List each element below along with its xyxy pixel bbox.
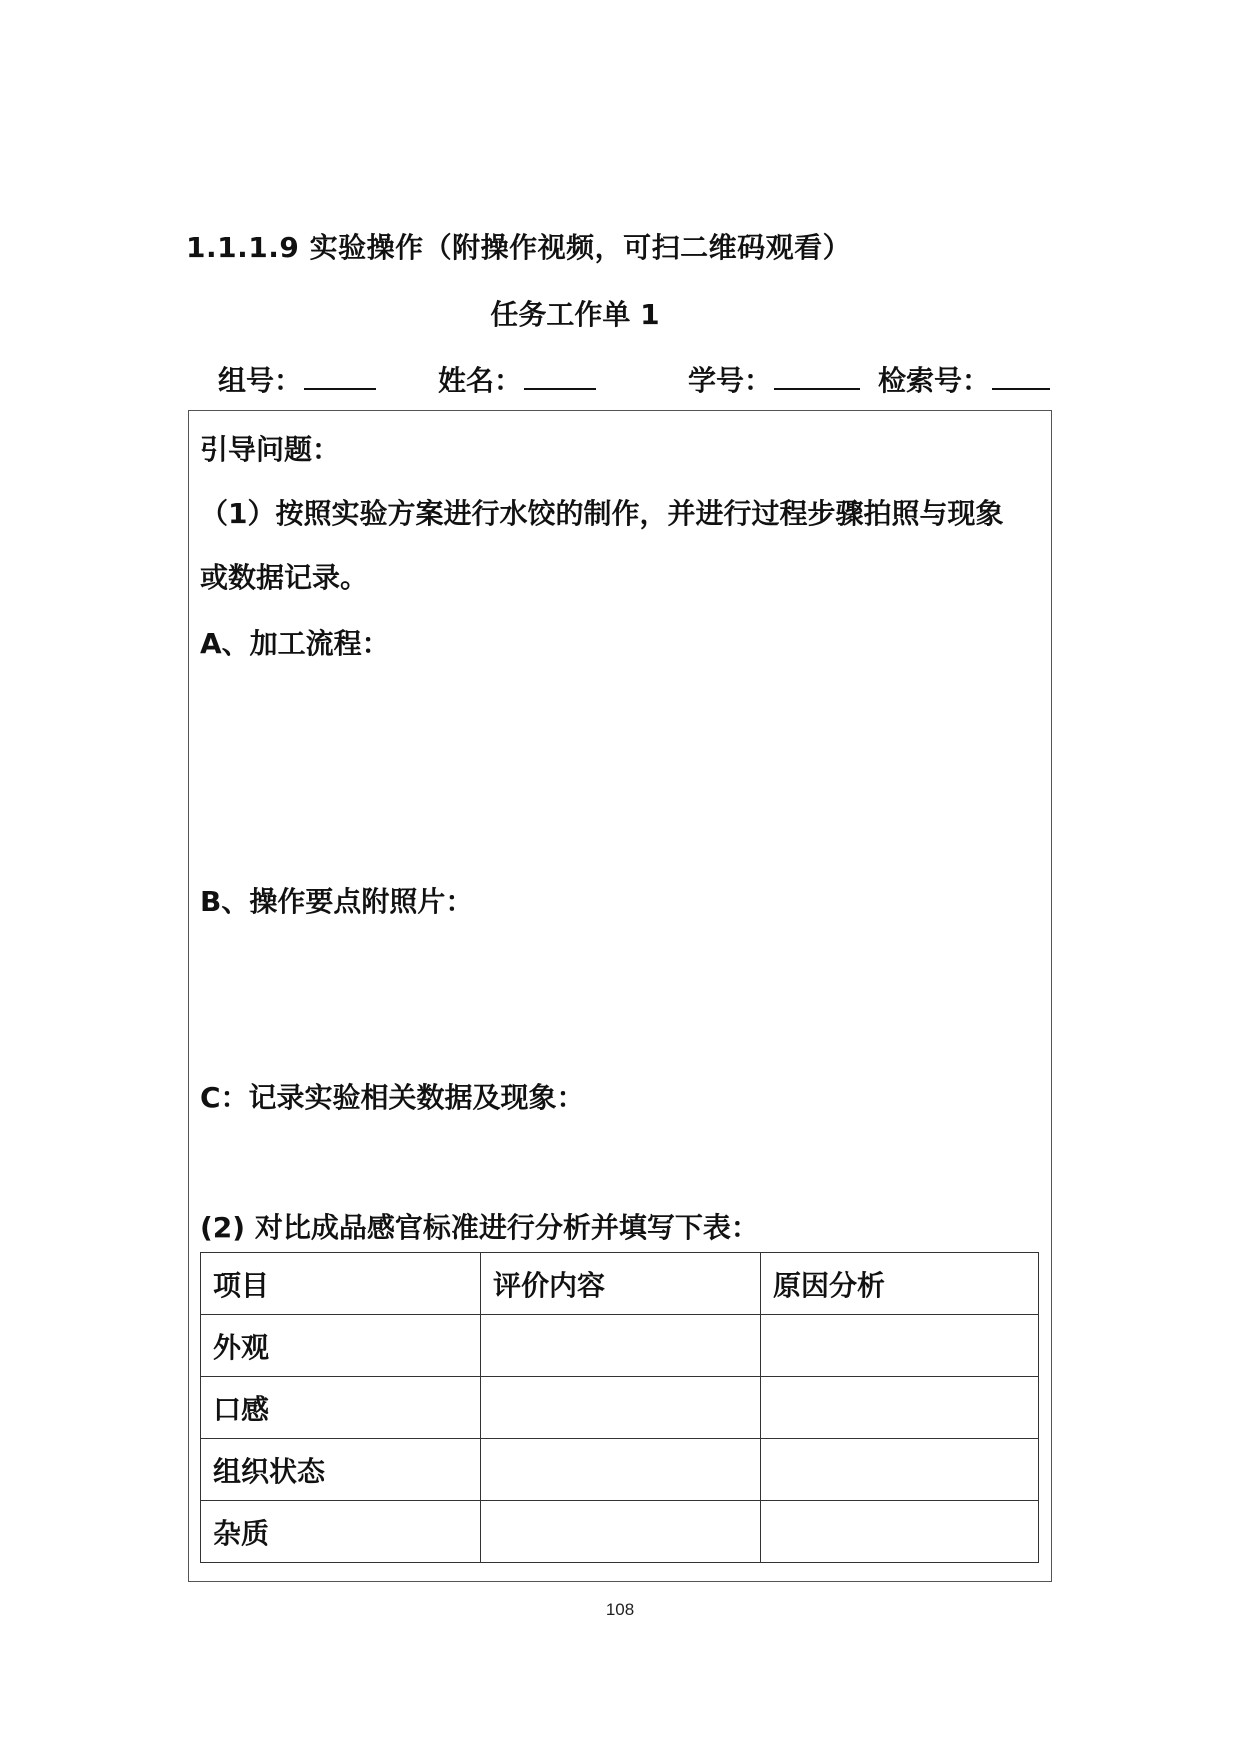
evaluation-cell[interactable]: [481, 1501, 761, 1563]
table-row: [201, 1377, 1039, 1439]
index-number-blank[interactable]: [992, 358, 1050, 390]
sensory-evaluation-table: [200, 1252, 1039, 1563]
page-number: 108: [605, 1600, 635, 1619]
row-item-cell: 口感: [201, 1377, 481, 1439]
table-header-row: [201, 1253, 1039, 1315]
name-field[interactable]: [438, 358, 596, 399]
part-a-process-flow: A、加工流程：: [200, 627, 390, 660]
guide-question-label: 引导问题：: [200, 433, 341, 466]
index-number-label: 检索号：: [878, 364, 991, 397]
row-item-cell: 组织状态: [201, 1439, 481, 1501]
cause-analysis-cell[interactable]: [761, 1501, 1039, 1563]
student-id-field[interactable]: [688, 358, 860, 399]
evaluation-cell[interactable]: [481, 1315, 761, 1377]
evaluation-cell[interactable]: [481, 1377, 761, 1439]
index-number-field[interactable]: [878, 358, 1050, 399]
student-id-blank[interactable]: [774, 358, 860, 390]
cause-analysis-cell[interactable]: [761, 1377, 1039, 1439]
section-number: 1.1.1.9: [186, 231, 300, 264]
header-cause-analysis: 原因分析: [761, 1253, 1039, 1315]
header-evaluation: 评价内容: [481, 1253, 761, 1315]
name-blank[interactable]: [524, 358, 596, 390]
evaluation-cell[interactable]: [481, 1439, 761, 1501]
group-number-blank[interactable]: [304, 358, 376, 390]
section-heading: [186, 226, 851, 266]
group-number-label: 组号：: [218, 364, 303, 397]
student-id-label: 学号：: [688, 364, 773, 397]
section-title: 实验操作（附操作视频，可扫二维码观看）: [309, 231, 852, 264]
part-b-key-points: B、操作要点附照片：: [200, 885, 474, 918]
table-row: [201, 1315, 1039, 1377]
info-fields-row: [0, 358, 1240, 398]
cause-analysis-cell[interactable]: [761, 1315, 1039, 1377]
row-item-cell: 杂质: [201, 1501, 481, 1563]
table-row: [201, 1501, 1039, 1563]
part-c-record-data: C：记录实验相关数据及现象：: [200, 1081, 585, 1114]
question-1-line-1: （1）按照实验方案进行水饺的制作，并进行过程步骤拍照与现象: [200, 497, 1004, 530]
question-1-line-2: 或数据记录。: [200, 561, 369, 594]
sheet-title: 任务工作单 1: [490, 298, 660, 331]
table-row: [201, 1439, 1039, 1501]
header-item: 项目: [201, 1253, 481, 1315]
cause-analysis-cell[interactable]: [761, 1439, 1039, 1501]
row-item-cell: 外观: [201, 1315, 481, 1377]
question-2-prompt: (2) 对比成品感官标准进行分析并填写下表：: [200, 1211, 759, 1244]
group-number-field[interactable]: [218, 358, 376, 399]
name-label: 姓名：: [438, 364, 523, 397]
